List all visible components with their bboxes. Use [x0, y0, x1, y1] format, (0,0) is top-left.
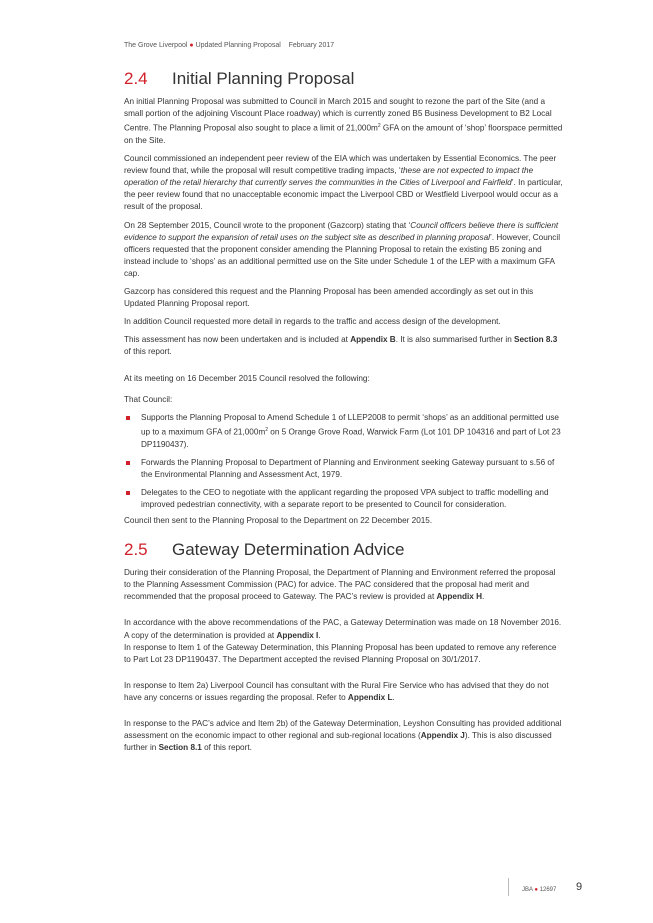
bullet-marker-icon [126, 461, 130, 465]
header-doc-title: Updated Planning Proposal [195, 42, 281, 49]
appendix-reference: Appendix H [436, 592, 483, 602]
paragraph: On 28 September 2015, Council wrote to the proponent (Gazcorp) stating that ‘Council officers believe there is sufficient evidence to support the expansion of retail uses on the subject site as described in planning proposal’. However, Council officers requested that the proponent consider amending the Planning Proposal to retain the existing B5 zoning and instead include to ‘shops’ as an additional permitted use on the Site under Schedule 1 of the LEP with a maximum GFA cap. [124, 220, 561, 278]
resolution-list [124, 412, 564, 511]
section-reference: Section 8.1 [158, 743, 202, 753]
list-item: Forwards the Planning Proposal to Department of Planning and Environment seeking Gateway pursuant to s.56 of the Environmental Planning and Assessment Act, 1979. [124, 457, 564, 481]
footer-reference: JBA ● 12697 [522, 887, 557, 893]
section-title: Initial Planning Proposal [172, 69, 355, 88]
bullet-marker-icon [126, 416, 130, 420]
paragraph: Council commissioned an independent peer review of the EIA which was undertaken by Essential Economics. The peer review found that, while the proposal will result competitive trading impacts, ‘these are not expected to impact the operation of the retail hierarchy that currently serves the communities in the Cities of Liverpool and Fairfield’. In particular, the peer review found that no unacceptable economic impact the Liverpool CBD or Westfield Liverpool would occur as a result of the proposal. [124, 154, 563, 212]
header-doc-name: The Grove Liverpool [124, 42, 188, 49]
page-number: 9 [576, 881, 583, 893]
paragraph: This assessment has now been undertaken and is included at Appendix B. It is also summarised further in Section 8.3 of this report. [124, 335, 558, 357]
appendix-reference: Appendix J [420, 731, 465, 741]
paragraph: In accordance with the above recommendations of the PAC, a Gateway Determination was made on 18 November 2016. A copy of the determination is provided at Appendix I. [124, 618, 562, 640]
section-number: 2.4 [124, 69, 148, 88]
footer-separator-dot: ● [534, 887, 538, 893]
appendix-reference: Appendix B [350, 335, 396, 345]
section-heading-2-5 [124, 539, 564, 561]
paragraph: Gazcorp has considered this request and the Planning Proposal has been amended accordingly as set out in this Updated Planning Proposal report. [124, 287, 534, 309]
list-item: Supports the Planning Proposal to Amend Schedule 1 of LLEP2008 to permit ‘shops’ as an additional permitted use up to a maximum GFA of $21,000m^2$ on 5 Orange Grove Road, Warwick Farm (Lot 101 DP 104316 and part of Lot 23 DP1190437). [124, 412, 564, 451]
paragraph: In response to Item 2a) Liverpool Council has consultant with the Rural Fire Service who has advised that they do not have any concerns or issues regarding the proposal. Refer to Appendix L. [124, 680, 549, 702]
paragraph: Council then sent to the Planning Proposal to the Department on 22 December 2015. [124, 516, 433, 526]
paragraph: In response to the PAC’s advice and Item 2b) of the Gateway Determination, Leyshon Consulting has provided additional assessment on the economic impact to other regional and sub-regional locations (Appendix J). This is also discussed further in Section 8.1 of this report. [124, 719, 562, 753]
main-content [124, 68, 564, 754]
list-item: Delegates to the CEO to negotiate with the applicant regarding the proposed VPA subject to traffic modelling and improved pedestrian connectivity, with a separate report to be presented to Council for consideration. [124, 487, 564, 511]
section-number: 2.5 [124, 540, 148, 560]
appendix-reference: Appendix L [347, 692, 393, 702]
section-reference: Section 8.3 [514, 335, 558, 345]
page-footer [508, 878, 588, 896]
paragraph: At its meeting on 16 December 2015 Council resolved the following: [124, 373, 370, 383]
paragraph: In response to Item 1 of the Gateway Determination, this Planning Proposal has been updated to remove any reference to Part Lot 23 DP1190437. The Department accepted the revised Planning Proposal on 30/1/2017. [124, 642, 557, 664]
section-title: Gateway Determination Advice [172, 540, 405, 560]
paragraph: An initial Planning Proposal was submitted to Council in March 2015 and sought to rezone the part of the Site (and a small portion of the adjoining Viscount Place roadway) which is currently zoned B5 Business Development to B2 Local Centre. The Planning Proposal also sought to place a limit of $21,000m^2$ GFA on the amount of ‘shop’ floorspace permitted on the Site. [124, 97, 563, 146]
paragraph: That Council: [124, 394, 173, 404]
footer-divider [508, 878, 509, 896]
paragraph: In addition Council requested more detail in regards to the traffic and access design of the development. [124, 317, 501, 327]
paragraph: During their consideration of the Planning Proposal, the Department of Planning and Environment referred the proposal to the Planning Assessment Commission (PAC) for advice. The PAC considered that the proposal had merit and recommended that the proposal proceed to Gateway. The PAC’s review is provided at Appendix H. [124, 568, 556, 602]
section-heading-2-4 [124, 68, 564, 90]
appendix-reference: Appendix I [276, 630, 319, 640]
bullet-marker-icon [126, 491, 130, 495]
header-separator-dot: ● [189, 42, 194, 49]
running-header [124, 42, 334, 49]
header-date: February 2017 [288, 42, 335, 49]
